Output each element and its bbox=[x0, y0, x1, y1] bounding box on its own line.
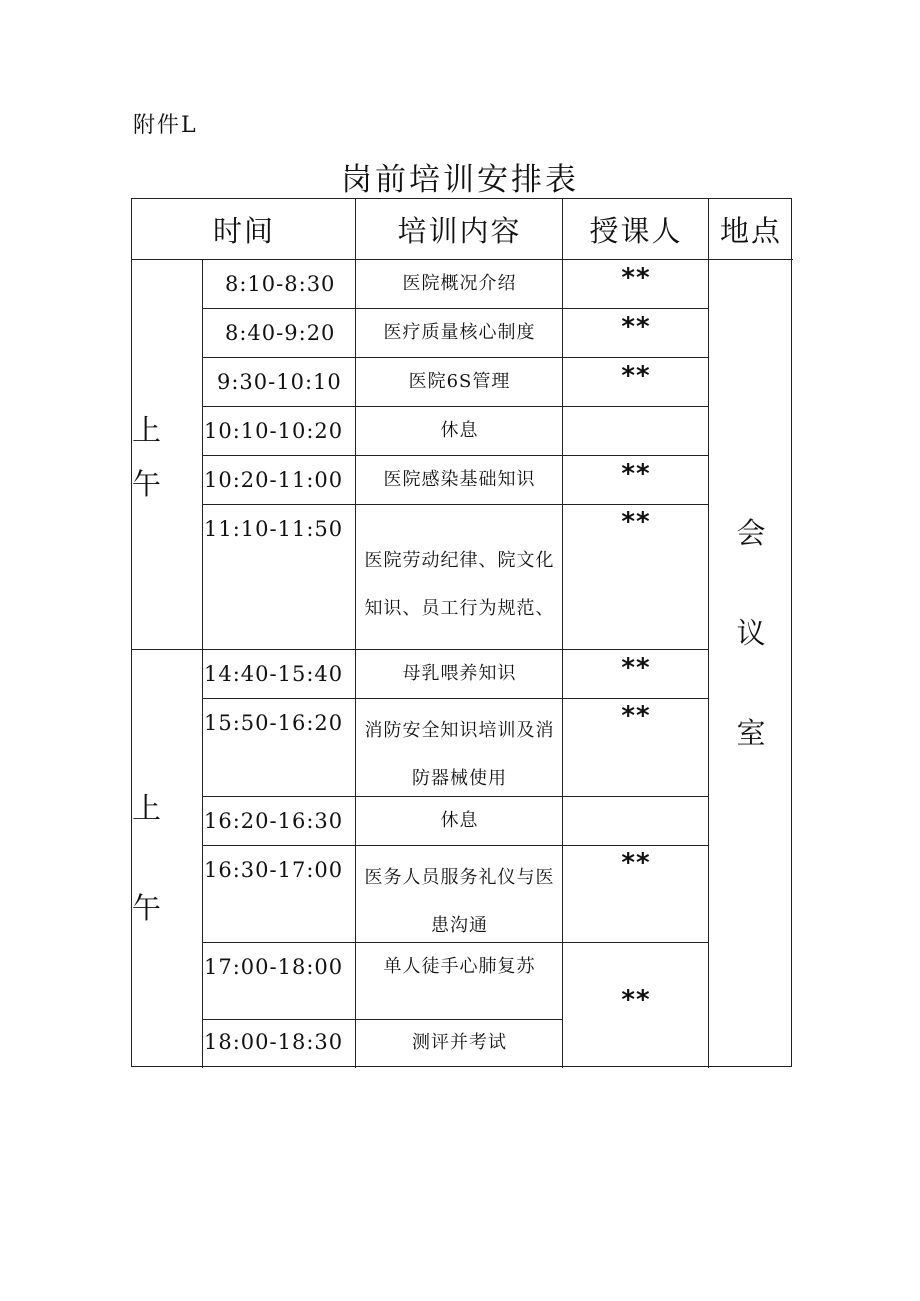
row-time: 16:20-16:30 bbox=[204, 809, 344, 833]
row-trainer: ** bbox=[621, 848, 651, 878]
row-trainer: ** bbox=[621, 507, 651, 537]
row-trainer: ** bbox=[621, 361, 651, 391]
row-time: 18:00-18:30 bbox=[204, 1030, 344, 1054]
location-char: 会 bbox=[736, 516, 766, 550]
location-cell bbox=[709, 511, 793, 752]
row-trainer: ** bbox=[621, 459, 651, 489]
row-divider bbox=[202, 504, 709, 505]
header-content: 培训内容 bbox=[397, 213, 522, 248]
morning-label-char: 午 bbox=[132, 467, 162, 501]
location-char: 室 bbox=[736, 716, 766, 750]
row-time: 9:30-10:10 bbox=[217, 370, 342, 394]
row-time: 14:40-15:40 bbox=[204, 662, 344, 686]
row-divider bbox=[202, 845, 709, 846]
row-trainer: ** bbox=[621, 312, 651, 342]
afternoon-label bbox=[132, 781, 164, 935]
schedule-table bbox=[131, 198, 792, 1067]
page-title: 岗前培训安排表 bbox=[341, 162, 579, 198]
row-time: 10:10-10:20 bbox=[204, 419, 344, 443]
row-time: 11:10-11:50 bbox=[204, 517, 344, 541]
row-time: 16:30-17:00 bbox=[204, 858, 344, 882]
row-content: 医院感染基础知识 bbox=[383, 469, 536, 490]
row-content: 休息 bbox=[440, 810, 479, 831]
row-content: 母乳喂养知识 bbox=[402, 663, 517, 684]
row-content bbox=[356, 707, 563, 803]
row-content: 医院概况介绍 bbox=[402, 273, 517, 294]
row-content bbox=[356, 854, 563, 950]
row-divider bbox=[202, 698, 709, 699]
row-content-line: 消防安全知识培训及消 bbox=[364, 720, 555, 741]
location-char: 议 bbox=[736, 616, 766, 650]
row-trainer-merged: ** bbox=[621, 985, 651, 1015]
row-content: 测评并考试 bbox=[412, 1032, 507, 1053]
afternoon-label-char: 午 bbox=[132, 891, 162, 925]
row-content-line: 防器械使用 bbox=[412, 768, 507, 789]
row-content: 休息 bbox=[440, 420, 479, 441]
header-location: 地点 bbox=[719, 213, 782, 248]
row-content: 医院6S管理 bbox=[408, 371, 511, 392]
row-trainer: ** bbox=[621, 701, 651, 731]
row-trainer: ** bbox=[621, 263, 651, 293]
afternoon-label-char: 上 bbox=[132, 791, 162, 825]
header-trainer: 授课人 bbox=[589, 213, 683, 248]
row-time: 17:00-18:00 bbox=[204, 955, 344, 979]
row-content: 医疗质量核心制度 bbox=[383, 322, 536, 343]
row-content: 单人徒手心肺复苏 bbox=[383, 956, 536, 977]
row-content-line: 知识、员工行为规范、 bbox=[364, 598, 555, 619]
row-time: 8:10-8:30 bbox=[225, 272, 336, 296]
morning-label-char: 上 bbox=[132, 413, 162, 447]
row-content bbox=[356, 537, 563, 633]
row-time: 8:40-9:20 bbox=[225, 321, 336, 345]
row-time: 15:50-16:20 bbox=[204, 711, 344, 735]
header-time: 时间 bbox=[212, 213, 275, 248]
row-time: 10:20-11:00 bbox=[204, 468, 344, 492]
morning-label bbox=[132, 403, 164, 511]
row-trainer: ** bbox=[621, 653, 651, 683]
attachment-label: 附件L bbox=[133, 113, 198, 138]
row-content-line: 医院劳动纪律、院文化 bbox=[364, 550, 555, 571]
row-content-line: 患沟通 bbox=[431, 915, 488, 936]
row-content-line: 医务人员服务礼仪与医 bbox=[364, 867, 555, 888]
